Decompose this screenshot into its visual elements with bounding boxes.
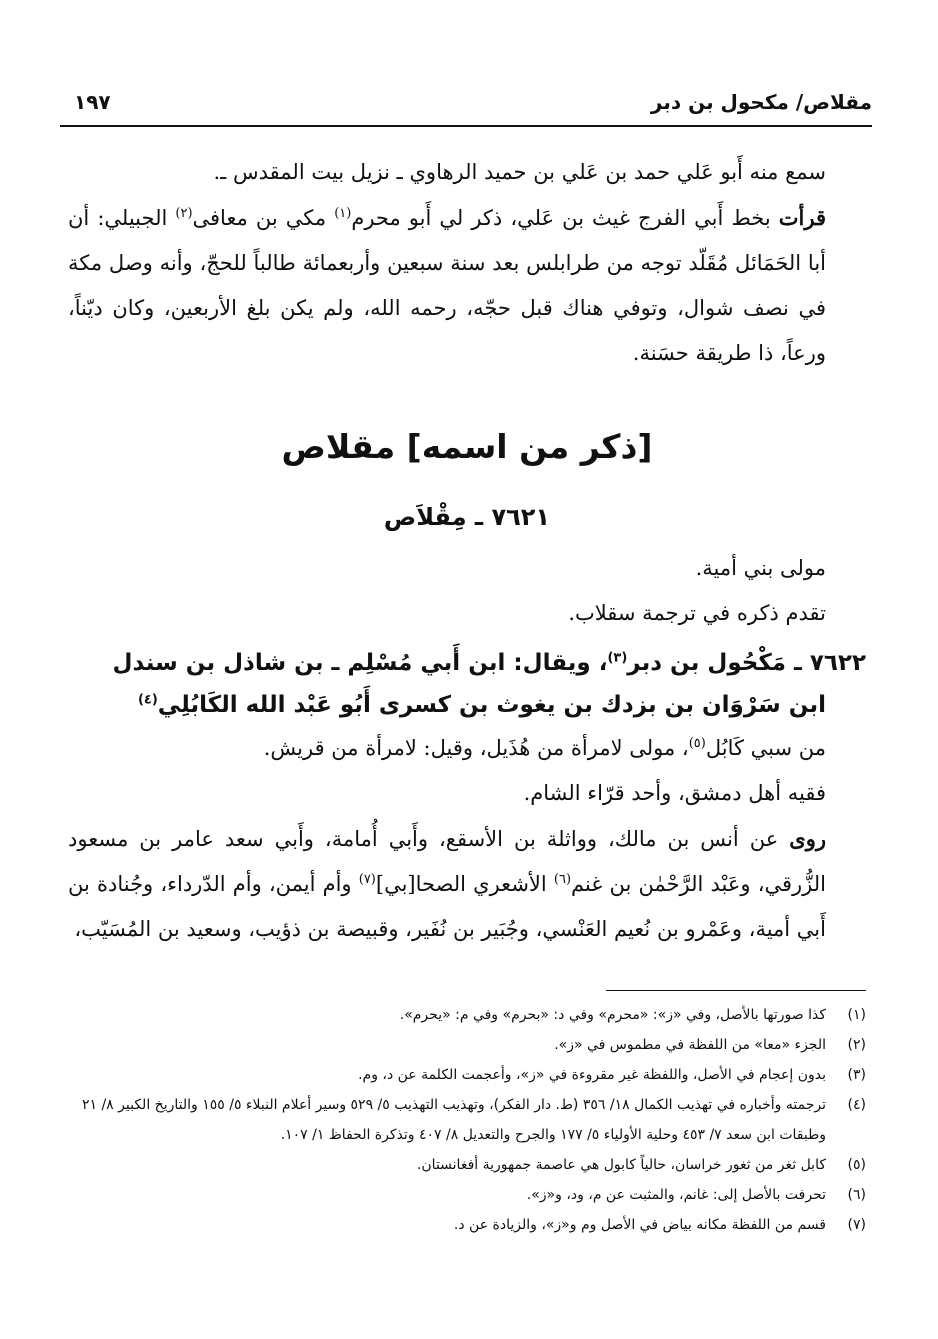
footnote-1 bbox=[68, 1000, 866, 1030]
footnote-number: (١) bbox=[847, 1007, 866, 1023]
footnote-number: (٦) bbox=[847, 1187, 866, 1203]
footnote-text: ترجمته وأخباره في تهذيب الكمال ١٨/ ٣٥٦ (ط. دار الفكر)، وتهذيب التهذيب ٥/ ٥٢٩ وسير أعلام النبلاء ٥/ ١٥٥ والتاريخ الكبير ٨/ ٢١ وطبقات ابن سعد ٧/ ٤٥٣ وحلية الأولياء ٥/ ١٧٧ والجرح والتعديل ٨/ ٤٠٧ وتذكرة الحفاظ ١/ ١٠٧. bbox=[81, 1097, 826, 1143]
entry-7622-client: ، مولى لامرأة من هُذَيل، وقيل: لامرأة من قريش. bbox=[263, 736, 689, 760]
footnote-number: (٤) bbox=[847, 1097, 866, 1113]
running-title: مقلاص/ مكحول بن دبر bbox=[650, 90, 872, 114]
footnote-ref-2: (٢) bbox=[175, 206, 193, 221]
paragraph-1: سمع منه أَبو عَلي حمد بن عَلي بن حميد الرهاوي ـ نزيل بيت المقدس ـ. bbox=[213, 160, 826, 184]
entry-7622-heading-line-1 bbox=[68, 642, 866, 684]
page-header bbox=[60, 84, 872, 124]
footnote-ref-3: (٣) bbox=[607, 650, 628, 666]
footnote-text: الجزء «معا» من اللفظة في مطموس في «ز». bbox=[554, 1037, 826, 1053]
section-heading: [ذكر من اسمه] مقلاص bbox=[281, 427, 653, 466]
footnote-text: بدون إعجام في الأصل، واللفظة غير مقروءة في «ز»، وأعجمت الكلمة عن د، وم. bbox=[358, 1067, 826, 1083]
footnote-2 bbox=[68, 1030, 866, 1060]
entry-7622-origin: من سبي كَابُل bbox=[705, 736, 826, 760]
footnotes bbox=[68, 1000, 866, 1240]
entry-7622-line-2: فقيه أهل دمشق، وأحد قرّاء الشام. bbox=[523, 781, 826, 805]
page-number: ١٩٧ bbox=[74, 90, 111, 114]
footnote-number: (٥) bbox=[847, 1157, 866, 1173]
footnote-ref-7: (٧) bbox=[358, 872, 376, 887]
keyword-qara-tu: قرأت bbox=[778, 205, 826, 230]
entry-7621-line-2: تقدم ذكره في ترجمة سقلاب. bbox=[568, 601, 826, 625]
entry-7622-line-1 bbox=[68, 726, 866, 771]
keyword-rawa: روى bbox=[789, 826, 826, 851]
footnote-ref-5: (٥) bbox=[688, 736, 706, 751]
footnote-ref-1: (١) bbox=[334, 206, 352, 221]
footnote-ref-4: (٤) bbox=[137, 692, 158, 708]
paragraph-2-text-a: بخط أَبي الفرج غيث بن عَلي، ذكر لي أَبو محرم bbox=[351, 206, 779, 230]
entry-7621-heading: ٧٦٢١ ـ مِقْلاَص bbox=[383, 503, 551, 531]
footnote-text: قسم من اللفظة مكانه بياض في الأصل وم و«ز»، والزيادة عن د. bbox=[453, 1217, 826, 1233]
paragraph-2-text-c: الجبيلي: أن أبا الحَمَائل مُقَلّد توجه من طرابلس بعد سنة سبعين وأربعمائة طالباً للحجّ، وأنه وصل مكة في نصف شوال، وتوفي هناك قبل حجّه، رحمه الله، ولم يكن بلغ الأربعين، وكان ديّناً، ورعاً، ذا طريقة حسَنة. bbox=[68, 206, 826, 365]
entry-7622-name: ٧٦٢٢ ـ مَكْحُول بن دبر bbox=[627, 650, 866, 676]
entry-7622-narration bbox=[68, 816, 866, 952]
footnote-text: كذا صورتها بالأصل، وفي «ز»: «محرم» وفي د: «بحرم» وفي م: «يحرم». bbox=[399, 1007, 826, 1023]
footnote-7 bbox=[68, 1210, 866, 1240]
footnote-5 bbox=[68, 1150, 866, 1180]
narration-text-a: عن أنس بن مالك، وواثلة بن الأسقع، وأَبي أُمامة، وأَبي سعد عامر بن مسعود الزُّرقي، وعَبْد الرَّحْمٰن بن غنم bbox=[68, 827, 826, 896]
footnote-4 bbox=[68, 1090, 866, 1150]
main-text bbox=[68, 150, 866, 952]
footnote-text: كابل ثغر من ثغور خراسان، حالياً كابول هي عاصمة جمهورية أفغانستان. bbox=[416, 1157, 826, 1173]
header-rule bbox=[60, 125, 872, 127]
footnote-rule bbox=[606, 990, 866, 991]
entry-7622-lineage: ابن سَرْوَان بن بزدك بن يغوث بن كسرى أَبُو عَبْد الله الكَابُلِي bbox=[157, 692, 826, 718]
footnote-number: (٢) bbox=[847, 1037, 866, 1053]
entry-7622-name-alt: ، ويقال: ابن أَبي مُسْلِم ـ بن شاذل بن سندل bbox=[112, 650, 608, 676]
paragraph-2 bbox=[68, 195, 866, 376]
narration-text-c: وأم أيمن، وأم الدّرداء، وجُنادة بن أَبي أمية، وعَمْرو بن نُعيم العَنْسي، وجُبَير بن نُفَير، وقبيصة بن ذؤيب، وسعيد بن المُسَيّب، bbox=[68, 872, 826, 941]
footnote-text: تحرفت بالأصل إلى: غانم، والمثبت عن م، ود، و«ز». bbox=[526, 1187, 826, 1203]
paragraph-2-text-b: مكي بن معافى bbox=[192, 206, 335, 230]
footnote-number: (٧) bbox=[847, 1217, 866, 1233]
entry-7621-line-1: مولى بني أمية. bbox=[695, 556, 826, 580]
entry-7622-heading bbox=[68, 642, 866, 726]
footnote-ref-6: (٦) bbox=[553, 872, 572, 887]
footnote-6 bbox=[68, 1180, 866, 1210]
narration-text-b: الأشعري الصحا[بي] bbox=[375, 872, 554, 896]
footnote-number: (٣) bbox=[847, 1067, 866, 1083]
footnote-3 bbox=[68, 1060, 866, 1090]
entry-7622-heading-line-2 bbox=[68, 684, 866, 726]
